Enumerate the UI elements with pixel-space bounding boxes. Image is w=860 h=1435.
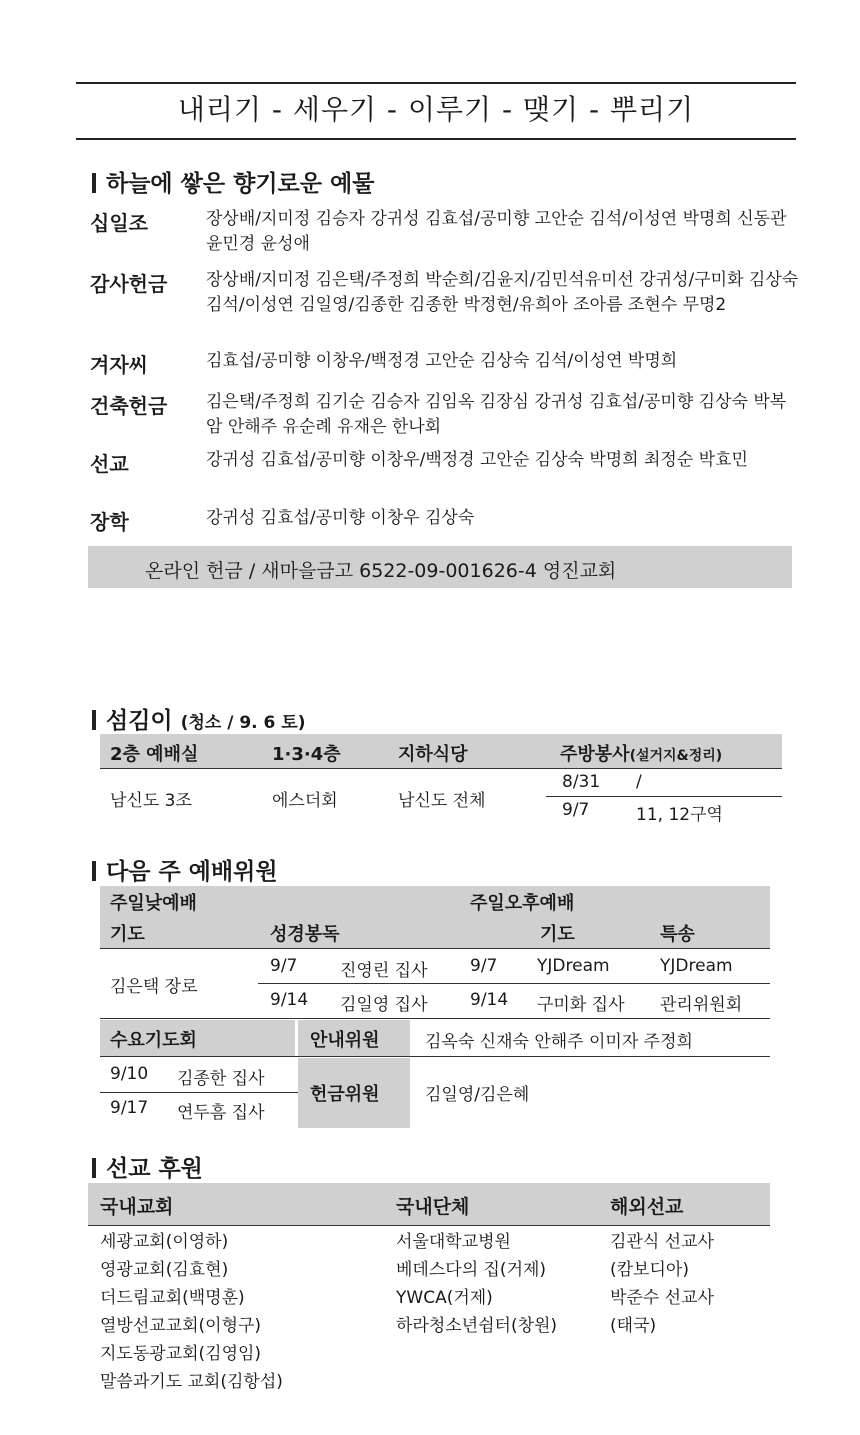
kitchen-who-2: 11, 12구역 [636, 805, 723, 825]
offering-label-mustard: 겨자씨 [90, 353, 148, 377]
servers-subtitle: (청소 / 9. 6 토) [180, 713, 306, 733]
list-item: 더드림교회(백명훈) [100, 1288, 245, 1308]
mission-title-text: 선교 후원 [106, 1156, 203, 1182]
header-title: 내리기 - 세우기 - 이루기 - 맺기 - 뿌리기 [177, 93, 695, 126]
mission-title [92, 1150, 203, 1183]
servers-134f-value: 에스더회 [272, 791, 338, 811]
list-item: YWCA(거제) [396, 1288, 493, 1308]
servers-2f-value: 남신도 3조 [110, 791, 192, 811]
header-reading: 성경봉독 [270, 924, 340, 945]
kitchen-who-1: / [636, 772, 642, 792]
servers-header-2f: 2층 예배실 [110, 744, 199, 765]
wednesday-header: 수요기도회 [110, 1030, 197, 1051]
list-item: 열방선교교회(이형구) [100, 1316, 262, 1336]
morning-prayer-name: 김은택 장로 [110, 977, 198, 997]
row2-date2: 9/14 [470, 990, 509, 1010]
offering-names-building: 김은택/주정희 김기순 김승자 김임옥 김장심 강귀성 김효섭/공미향 김상숙 박복암 안해주 유순례 유재은 한나회 [206, 392, 787, 437]
offerings-title [92, 165, 374, 198]
usher-label: 안내위원 [310, 1030, 380, 1051]
servers-title-text: 섬김이 [106, 708, 173, 734]
section-bar-icon [92, 861, 96, 881]
wed-date-1: 9/10 [110, 1064, 149, 1084]
offering-names-thanks: 장상배/지미정 김은택/주정희 박순희/김윤지/김민석유미선 강귀성/구미화 김상숙 김석/이성연 김일영/김종한 김종한 박정현/유희아 조아름 조현수 무명2 [206, 270, 799, 315]
list-item: 말씀과기도 교회(김항섭) [100, 1372, 283, 1392]
header-prayer-afternoon: 기도 [540, 924, 575, 945]
mission-header-orgs: 국내단체 [396, 1196, 470, 1218]
list-item: 베데스다의 집(거제) [396, 1260, 547, 1280]
servers-basement-value: 남신도 전체 [398, 791, 486, 811]
row2-prayer: 구미화 집사 [537, 995, 625, 1015]
usher-rule [100, 1056, 770, 1057]
offering-label-scholarship: 장학 [90, 510, 129, 534]
servers-header-basement: 지하식당 [398, 744, 468, 765]
header-prayer: 기도 [110, 924, 145, 945]
usher-names: 김옥숙 신재숙 안해주 이미자 주정희 [425, 1032, 693, 1052]
sunday-morning-header: 주일낮예배 [110, 893, 197, 914]
servers-header-134f: 1·3·4층 [272, 744, 341, 765]
mission-header-rule [88, 1225, 770, 1226]
offering-names-mission: 강귀성 김효섭/공미향 이창우/백정경 고안순 김상숙 박명희 최정순 박효민 [206, 450, 748, 470]
offering-label-building: 건축헌금 [90, 394, 168, 418]
kitchen-date-2: 9/7 [562, 800, 590, 820]
offering-names-scholarship: 강귀성 김효섭/공미향 이창우 김상숙 [206, 508, 475, 528]
list-item: (태국) [610, 1316, 657, 1336]
list-item: 영광교회(김효현) [100, 1260, 229, 1280]
next-week-title-text: 다음 주 예배위원 [106, 859, 278, 885]
row2-date: 9/14 [270, 990, 309, 1010]
offering-names-mustard: 김효섭/공미향 이창우/백정경 고안순 김상숙 김석/이성연 박명희 [206, 351, 678, 371]
row1-special: YJDream [660, 956, 733, 976]
row1-reader: 진영린 집사 [340, 961, 428, 981]
next-week-header-rule [100, 948, 770, 949]
next-week-title [92, 853, 278, 886]
row2-reader: 김일영 집사 [340, 995, 428, 1015]
list-item: 김관식 선교사 [610, 1232, 714, 1252]
wed-name-2: 연두흠 집사 [177, 1103, 265, 1123]
kitchen-row-rule [546, 796, 782, 797]
mission-header-churches: 국내교회 [100, 1196, 174, 1218]
list-item: 하라청소년쉼터(창원) [396, 1316, 558, 1336]
wed-row-rule [100, 1092, 298, 1093]
servers-header-kitchen [560, 740, 722, 766]
header-top-rule [76, 82, 796, 84]
next-week-bottom-rule [100, 1018, 770, 1019]
offering-names-tithe: 장상배/지미정 김승자 강귀성 김효섭/공미향 고안순 김석/이성연 박명희 신동관 윤민경 윤성애 [206, 209, 787, 254]
header-special-song: 특송 [660, 924, 695, 945]
row1-date: 9/7 [270, 956, 298, 976]
domestic-orgs-list [396, 1228, 557, 1340]
list-item: 박준수 선교사 [610, 1288, 714, 1308]
row1-prayer: YJDream [537, 956, 610, 976]
wed-date-2: 9/17 [110, 1098, 149, 1118]
servers-header-rule [100, 768, 782, 769]
offering-committee-label: 헌금위원 [310, 1084, 380, 1105]
section-bar-icon [92, 173, 96, 193]
kitchen-date-1: 8/31 [562, 772, 601, 792]
servers-header-kitchen-text: 주방봉사 [560, 744, 630, 765]
offering-label-tithe: 십일조 [90, 211, 148, 235]
offerings-title-text: 하늘에 쌓은 향기로운 예물 [106, 171, 375, 197]
servers-header-kitchen-note: (설거지&정리) [629, 748, 723, 764]
domestic-churches-list [100, 1228, 283, 1396]
servers-title [92, 702, 305, 735]
online-offering-text: 온라인 헌금 / 새마을금고 6522-09-001626-4 영진교회 [145, 560, 617, 582]
offering-label-mission: 선교 [90, 452, 129, 476]
mission-header-overseas: 해외선교 [610, 1196, 684, 1218]
offering-committee-names: 김일영/김은혜 [425, 1085, 530, 1105]
row2-special: 관리위원회 [660, 995, 743, 1015]
offering-label-thanks: 감사헌금 [90, 272, 168, 296]
list-item: 세광교회(이영하) [100, 1232, 229, 1252]
row1-date2: 9/7 [470, 956, 498, 976]
next-week-row-rule [258, 983, 770, 984]
list-item: 서울대학교병원 [396, 1232, 511, 1252]
list-item: (캄보디아) [610, 1260, 689, 1280]
section-bar-icon [92, 710, 96, 730]
wed-name-1: 김종한 집사 [177, 1069, 265, 1089]
sunday-afternoon-header: 주일오후예배 [470, 893, 575, 914]
list-item: 지도동광교회(김영임) [100, 1344, 262, 1364]
header-bottom-rule [76, 138, 796, 140]
overseas-list [610, 1228, 714, 1340]
section-bar-icon [92, 1158, 96, 1178]
